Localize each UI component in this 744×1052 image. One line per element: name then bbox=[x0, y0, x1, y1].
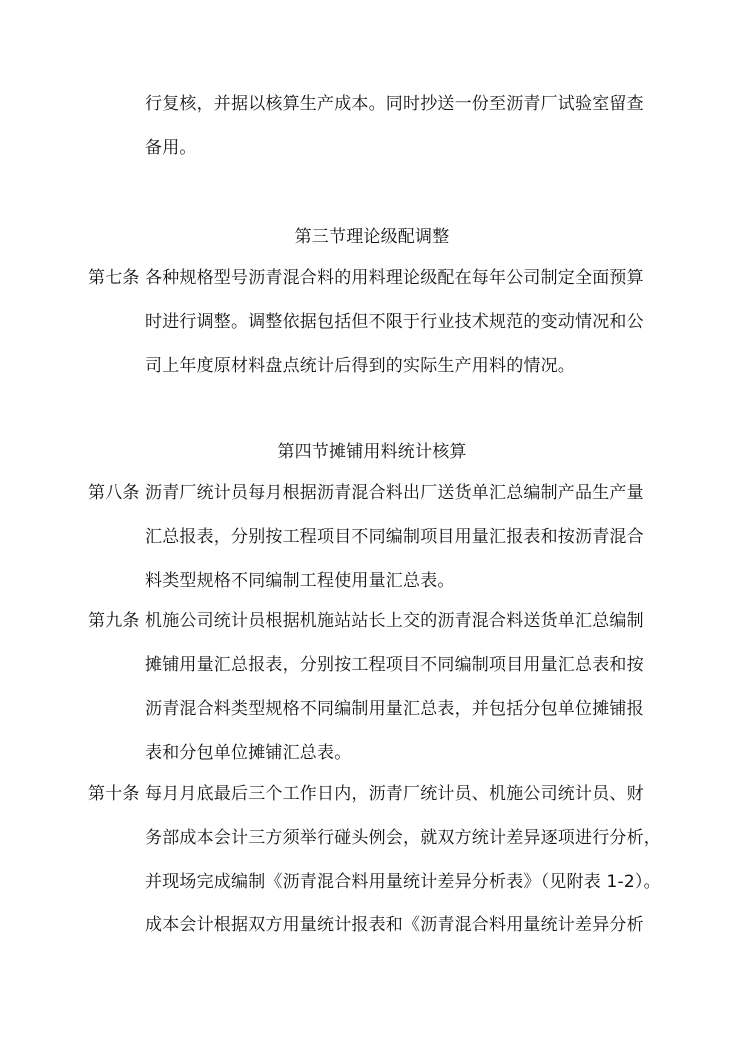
article-number: 第十条 bbox=[88, 784, 140, 804]
section-title: 第四节摊铺用料统计核算 bbox=[277, 442, 467, 462]
article-number: 第八条 bbox=[88, 483, 140, 503]
article-line: 汇总报表，分别按工程项目不同编制项目用量汇报表和按沥青混合 bbox=[145, 527, 644, 547]
article-line: 务部成本会计三方须举行碰头例会，就双方统计差异逐项进行分析， bbox=[145, 828, 661, 848]
intro-line: 行复核，并据以核算生产成本。同时抄送一份至沥青厂试验室留查 bbox=[145, 94, 644, 114]
intro-line: 备用。 bbox=[145, 138, 197, 158]
section-title: 第三节理论级配调整 bbox=[294, 227, 450, 247]
article-line: 每月月底最后三个工作日内，沥青厂统计员、机施公司统计员、财 bbox=[145, 784, 644, 804]
article-line: 表和分包单位摊铺汇总表。 bbox=[145, 743, 352, 763]
article-line: 司上年度原材料盘点统计后得到的实际生产用料的情况。 bbox=[145, 356, 575, 376]
article-line: 各种规格型号沥青混合料的用料理论级配在每年公司制定全面预算 bbox=[145, 268, 644, 288]
article-line: 并现场完成编制《沥青混合料用量统计差异分析表》（见附表 1-2）。 bbox=[145, 872, 661, 892]
article-line: 成本会计根据双方用量统计报表和《沥青混合料用量统计差异分析 bbox=[145, 915, 644, 935]
article-line: 沥青厂统计员每月根据沥青混合料出厂送货单汇总编制产品生产量 bbox=[145, 483, 644, 503]
article-line: 料类型规格不同编制工程使用量汇总表。 bbox=[145, 571, 455, 591]
article-line: 时进行调整。调整依据包括但不限于行业技术规范的变动情况和公 bbox=[145, 312, 644, 332]
article-line: 摊铺用量汇总报表，分别按工程项目不同编制项目用量汇总表和按 bbox=[145, 655, 644, 675]
article-number: 第九条 bbox=[88, 611, 140, 631]
article-line: 沥青混合料类型规格不同编制用量汇总表，并包括分包单位摊铺报 bbox=[145, 699, 644, 719]
article-number: 第七条 bbox=[88, 268, 140, 288]
article-line: 机施公司统计员根据机施站站长上交的沥青混合料送货单汇总编制 bbox=[145, 611, 644, 631]
